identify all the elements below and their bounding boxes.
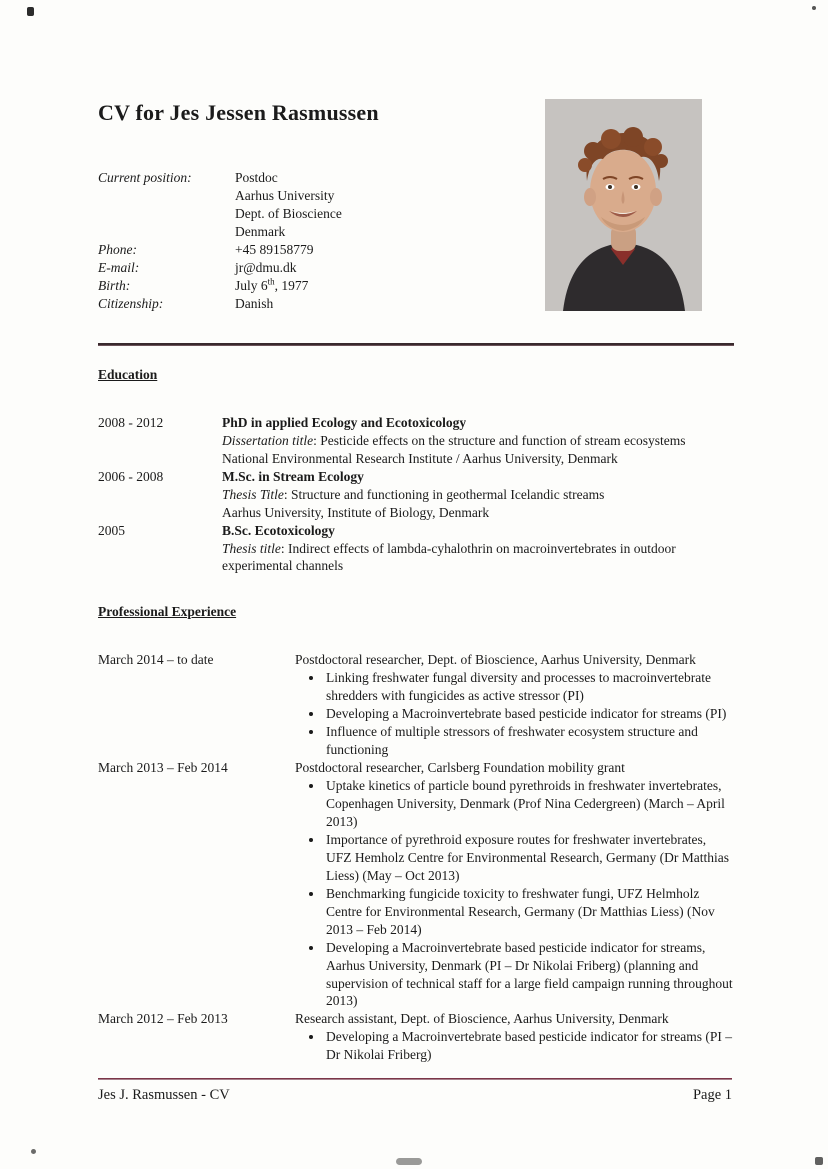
education-period: 2005 [98, 522, 125, 538]
education-degree: B.Sc. Ecotoxicology [222, 522, 335, 538]
experience-list [98, 651, 734, 1064]
page-footer [98, 1078, 732, 1105]
citizenship-row [98, 295, 558, 313]
education-degree: PhD in applied Ecology and Ecotoxicology [222, 414, 467, 430]
experience-bullet-list [295, 669, 734, 759]
experience-bullet: • Linking freshwater fungal diversity and processes to macroinvertebrate shredders with fungicides as active stressor (PI) [324, 669, 734, 705]
education-details [222, 414, 734, 468]
experience-details [295, 651, 734, 759]
education-degree: M.Sc. in Stream Ecology [222, 468, 364, 484]
scan-artifact [27, 7, 34, 16]
thesis-label: Thesis title [222, 540, 281, 556]
phone-row [98, 241, 558, 259]
education-entry [98, 522, 734, 576]
scan-artifact [31, 1149, 36, 1154]
education-thesis-line [222, 486, 734, 504]
experience-role: Postdoctoral researcher, Dept. of Bioscience, Aarhus University, Denmark [295, 652, 696, 668]
education-entry [98, 414, 734, 468]
education-thesis-line [222, 540, 734, 576]
education-institution: Aarhus University, Institute of Biology, Denmark [222, 504, 490, 520]
experience-bullet-list [295, 777, 734, 1010]
experience-bullet: • Importance of pyrethroid exposure routes for freshwater invertebrates, UFZ Hemholz Centre for Environmental Research, Germany (Dr Matthias Liess) (May – Oct 2013) [324, 831, 734, 885]
experience-role: Research assistant, Dept. of Bioscience, Aarhus University, Denmark [295, 1011, 669, 1027]
page-title: CV for Jes Jessen Rasmussen [98, 100, 379, 125]
birth-date-prefix: July 6 [235, 277, 268, 293]
education-period: 2006 - 2008 [98, 468, 164, 484]
education-details [222, 468, 734, 522]
current-position-line: Aarhus University [235, 188, 335, 204]
footer-document-name: Jes J. Rasmussen - CV [98, 1087, 230, 1103]
header-divider-rule [98, 343, 734, 346]
experience-heading: Professional Experience [98, 604, 237, 620]
portrait-photo-illustration [545, 99, 702, 311]
experience-entry [98, 1010, 734, 1064]
experience-bullet: • Developing a Macroinvertebrate based pesticide indicator for streams, Aarhus University, Denmark (PI – Dr Nikolai Friberg) (planning and supervision of technical staff for a large field campaign running throughout 2013) [324, 939, 734, 1011]
footer-page-number: Page 1 [692, 1087, 732, 1103]
current-position-line: Dept. of Bioscience [235, 206, 342, 222]
thesis-text: : Structure and functioning in geothermal Icelandic streams [283, 486, 605, 502]
experience-details [295, 759, 734, 1010]
education-institution: National Environmental Research Institute / Aarhus University, Denmark [222, 450, 618, 466]
education-thesis-line [222, 432, 734, 450]
experience-role: Postdoctoral researcher, Carlsberg Foundation mobility grant [295, 760, 625, 776]
current-position-label: Current position: [98, 170, 192, 186]
experience-bullet: • Benchmarking fungicide toxicity to freshwater fungi, UFZ Helmholz Centre for Environmental Research, Germany (Dr Matthias Liess) (Nov 2013 – Feb 2014) [324, 885, 734, 939]
current-position-row [98, 169, 558, 241]
experience-bullet: • Developing a Macroinvertebrate based pesticide indicator for streams (PI – Dr Nikolai Friberg) [324, 1028, 734, 1064]
phone-label: Phone: [98, 242, 137, 258]
email-row [98, 259, 558, 277]
experience-bullet: • Influence of multiple stressors of freshwater ecosystem structure and functioning [324, 723, 734, 759]
experience-period: March 2012 – Feb 2013 [98, 1011, 228, 1027]
experience-bullet: • Developing a Macroinvertebrate based pesticide indicator for streams (PI) [324, 705, 734, 723]
personal-info-block [98, 169, 558, 313]
scan-artifact [815, 1157, 823, 1165]
scan-artifact [812, 6, 816, 10]
thesis-text: : Indirect effects of lambda-cyhalothrin on macroinvertebrates in outdoor experimental channels [222, 540, 676, 574]
citizenship-value: Danish [235, 295, 274, 311]
birth-label: Birth: [98, 277, 131, 293]
birth-row [98, 277, 558, 295]
experience-details [295, 1010, 734, 1064]
current-position-value [235, 169, 558, 241]
thesis-text: : Pesticide effects on the structure and function of stream ecosystems [313, 432, 686, 448]
experience-period: March 2013 – Feb 2014 [98, 760, 228, 776]
citizenship-label: Citizenship: [98, 295, 164, 311]
birth-date-suffix: , 1977 [274, 277, 309, 293]
education-period: 2008 - 2012 [98, 414, 164, 430]
email-label: E-mail: [98, 260, 140, 276]
education-heading: Education [98, 366, 158, 382]
thesis-label: Dissertation title [222, 432, 314, 448]
current-position-line: Denmark [235, 224, 286, 240]
education-list [98, 414, 734, 576]
scan-artifact [396, 1158, 422, 1165]
thesis-label: Thesis Title [222, 486, 284, 502]
experience-entry [98, 759, 734, 1010]
phone-value: +45 89158779 [235, 242, 314, 258]
birth-value [235, 277, 558, 295]
experience-bullet: • Uptake kinetics of particle bound pyrethroids in freshwater invertebrates, Copenhagen University, Denmark (Prof Nina Cedergreen) (March – April 2013) [324, 777, 734, 831]
experience-period: March 2014 – to date [98, 652, 214, 668]
portrait-photo [545, 99, 702, 311]
experience-bullet-list [295, 1028, 734, 1064]
footer-text-row [98, 1086, 732, 1105]
education-entry [98, 468, 734, 522]
birth-date-ordinal: th [267, 276, 275, 287]
footer-divider-rule [98, 1078, 732, 1080]
education-details [222, 522, 734, 576]
email-value: jr@dmu.dk [235, 260, 297, 276]
experience-entry [98, 651, 734, 759]
current-position-line: Postdoc [235, 170, 278, 186]
